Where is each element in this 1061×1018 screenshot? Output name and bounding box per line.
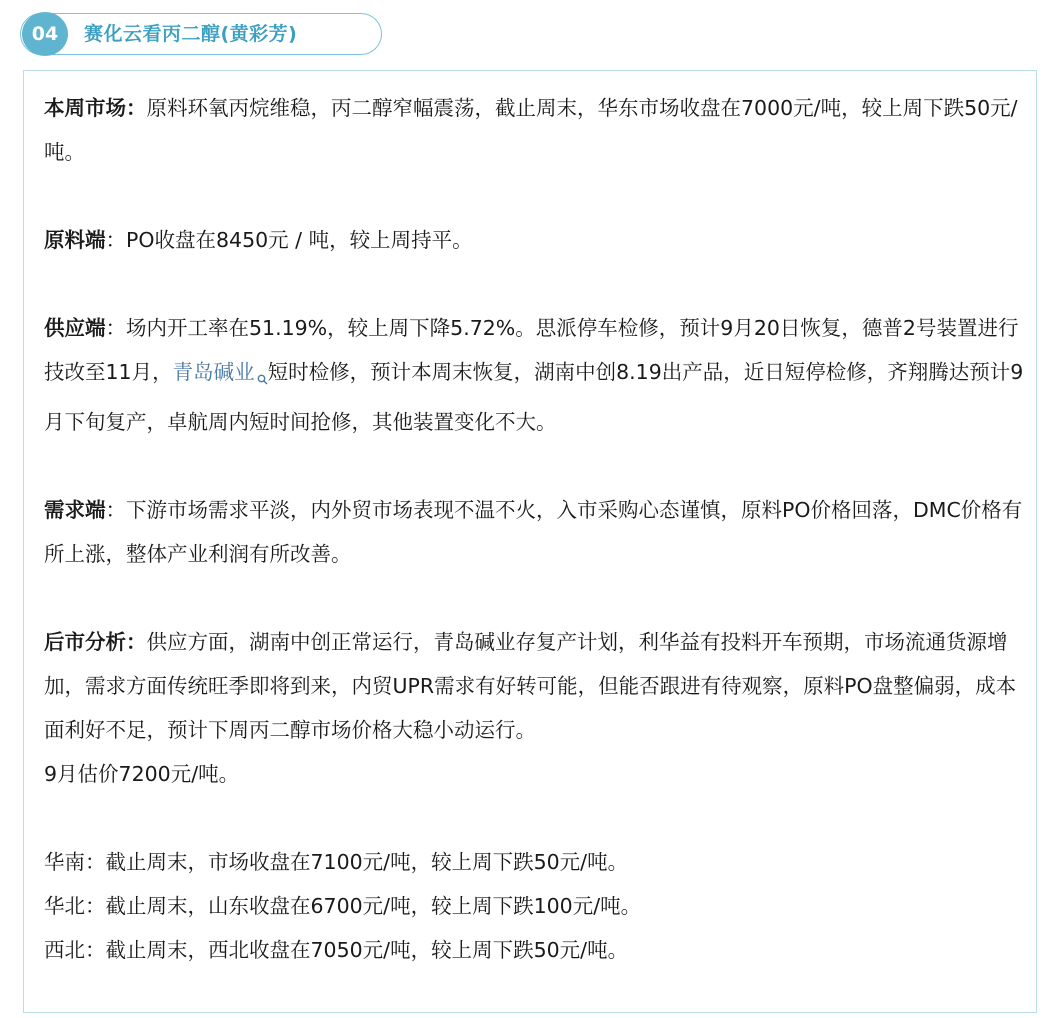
price-estimate: 9月估价7200元/吨。 <box>44 762 240 786</box>
outlook-text: 供应方面，湖南中创正常运行，青岛碱业存复产计划，利华益有投料开车预期，市场流通货源增加，需求方面传统旺季即将到来，内贸UPR需求有好转可能，但能否跟进有待观察，原料PO盘整偏弱，成本面利好不足，预计下周丙二醇市场价格大稳小动运行。 <box>44 630 1017 742</box>
raw-material-paragraph <box>44 218 1024 262</box>
article-body <box>44 86 1024 972</box>
raw-material-label: 原料端 <box>44 228 106 252</box>
market-text: 原料环氧丙烷维稳，丙二醇窄幅震荡，截止周末，华东市场收盘在7000元/吨，较上周下跌50元/吨。 <box>44 96 1018 164</box>
supply-text-after: 短时检修，预计本周末恢复，湖南中创8.19出产品，近日短停检修，齐翔腾达预计9月下旬复产，卓航周内短时间抢修，其他装置变化不大。 <box>44 360 1024 434</box>
region-north: 华北：截止周末，山东收盘在6700元/吨，较上周下跌100元/吨。 <box>44 894 642 918</box>
demand-label: 需求端 <box>44 498 106 522</box>
region-northwest: 西北：截止周末，西北收盘在7050元/吨，较上周下跌50元/吨。 <box>44 938 629 962</box>
raw-material-text: ：PO收盘在8450元 / 吨，较上周持平。 <box>105 228 473 252</box>
demand-text: ：下游市场需求平淡，内外贸市场表现不温不火，入市采购心态谨慎，原料PO价格回落，DMC价格有所上涨，整体产业利润有所改善。 <box>44 498 1023 566</box>
supply-label: 供应端 <box>44 316 106 340</box>
market-label: 本周市场： <box>44 96 147 120</box>
market-paragraph <box>44 86 1024 174</box>
section-title: 赛化云看丙二醇(黄彩芳) <box>84 23 298 45</box>
section-number-badge: 04 <box>22 12 68 56</box>
search-icon[interactable] <box>257 356 268 400</box>
outlook-paragraph <box>44 620 1024 752</box>
company-link[interactable]: 青岛碱业 <box>172 360 255 384</box>
outlook-label: 后市分析： <box>44 630 147 654</box>
supply-text-before: ：场内开工率在51.19%，较上周下降5.72%。思派停车检修，预计9月20日恢复，德普2号装置进行技改至11月， <box>44 316 1019 384</box>
demand-paragraph <box>44 488 1024 576</box>
supply-paragraph <box>44 306 1024 444</box>
region-south: 华南：截止周末，市场收盘在7100元/吨，较上周下跌50元/吨。 <box>44 850 629 874</box>
